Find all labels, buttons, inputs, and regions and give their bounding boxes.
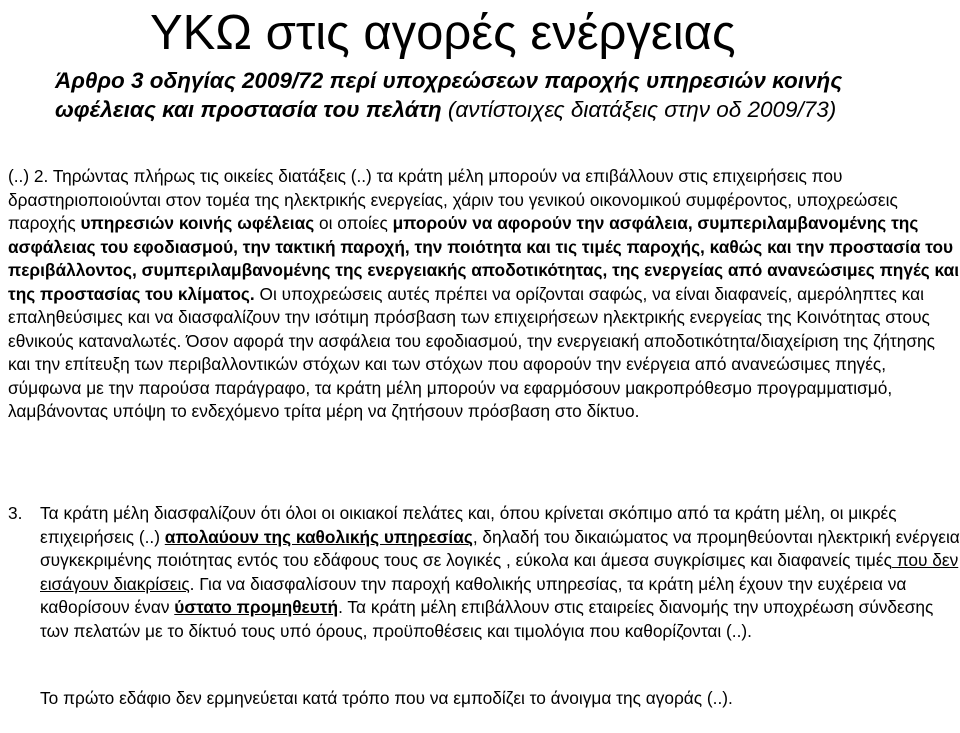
slide-subtitle [55, 66, 935, 124]
subtitle-article-reference: Άρθρο 3 οδηγίας 2009/72 περί υποχρεώσεων παροχής υπηρεσιών κοινής ωφέλειας και προστασία του πελάτη [55, 68, 843, 122]
subtitle-corresponding-provisions: (αντίστοιχες διατάξεις στην οδ 2009/73) [441, 97, 837, 122]
paragraph-3 [8, 502, 960, 643]
paragraph-3-body [8, 502, 960, 643]
paragraph-3-bold-underline-1: απολαύουν της καθολικής υπηρεσίας [164, 526, 473, 547]
slide-title: ΥΚΩ στις αγορές ενέργειας [150, 6, 736, 60]
paragraph-3-bold-underline-2: ύστατο προμηθευτή [174, 597, 339, 617]
paragraph-3-text-2: , δηλαδή του δικαιώματος να προμηθεύονται ηλεκτρική ενέργεια συγκεκριμένης ποιότητας εντός του εδάφους τους σε λογικές , εύκολα και άμεσα συγκρίσιμες και διαφανείς τιμές [40, 526, 960, 570]
paragraph-4: Το πρώτο εδάφιο δεν ερμηνεύεται κατά τρόπο που να εμποδίζει το άνοιγμα της αγοράς (..). [40, 688, 733, 708]
paragraph-2 [8, 165, 960, 424]
paragraph-2-bold-1: υπηρεσιών κοινής ωφέλειας [80, 213, 315, 233]
paragraph-3-text-3: . Για να διασφαλίσουν την παροχή καθολικής υπηρεσίας, τα κράτη μέλη έχουν την ευχέρεια να καθορίσουν έναν [40, 573, 907, 617]
paragraph-3-text-4: . Τα κράτη μέλη επιβάλλουν στις εταιρείες διανομής την υποχρέωση σύνδεσης των πελατών με το δίκτυό τους υπό όρους, προϋποθέσεις και τιμολόγια που καθορίζονται (..). [40, 597, 934, 641]
paragraph-3-text-1: Τα κράτη μέλη διασφαλίζουν ότι όλοι οι οικιακοί πελάτες και, όπου κρίνεται σκόπιμο από τα κράτη μέλη, οι μικρές επιχειρήσεις (..) [40, 503, 897, 547]
paragraph-3-underline-1: που δεν εισάγουν διακρίσεις [40, 550, 959, 594]
paragraph-2-text-1: (..) 2. Τηρώντας πλήρως τις οικείες διατάξεις (..) τα κράτη μέλη μπορούν να επιβάλλουν στις επιχειρήσεις που δραστηριοποιούνται στον τομέα της ηλεκτρικής ενεργείας, χάριν του γενικού οικονομικού συμφέροντος, υποχρεώσεις παροχής [8, 166, 898, 233]
paragraph-2-bold-2: μπορούν να αφορούν την ασφάλεια, συμπεριλαμβανομένης της ασφάλειας του εφοδιασμού, την τακτική παροχή, την ποιότητα και τις τιμές παροχής, καθώς και την προστασία του περιβάλλοντος, συμπεριλαμβανομένης της ενεργειακής αποδοτικότητας, της ενεργείας από ανανεώσιμες πηγές και της προστασίας του κλίματος. [8, 213, 960, 304]
paragraph-2-text-2: οι οποίες [314, 213, 393, 233]
paragraph-2-text-3: Οι υποχρεώσεις αυτές πρέπει να ορίζονται σαφώς, να είναι διαφανείς, αμερόληπτες και επαληθεύσιμες και να διασφαλίζουν την ισότιμη πρόσβαση των επιχειρήσεων ηλεκτρικής ενεργείας της Κοινότητας στους εθνικούς καταναλωτές. Όσον αφορά την ασφάλεια του εφοδιασμού, την ενεργειακή αποδοτικότητα/διαχείριση της ζήτησης και την επίτευξη των περιβαλλοντικών στόχων και των στόχων που αφορούν την ενέργεια από ανανεώσιμες πηγές, σύμφωνα με την παρούσα παράγραφο, τα κράτη μέλη μπορούν να εφαρμόσουν μακροπρόθεσμο προγραμματισμό, λαμβάνοντας υπόψη το ενδεχόμενο τρίτα μέρη να ζητήσουν πρόσβαση στο δίκτυο. [8, 283, 935, 421]
paragraph-3-number: 3. [8, 503, 23, 523]
